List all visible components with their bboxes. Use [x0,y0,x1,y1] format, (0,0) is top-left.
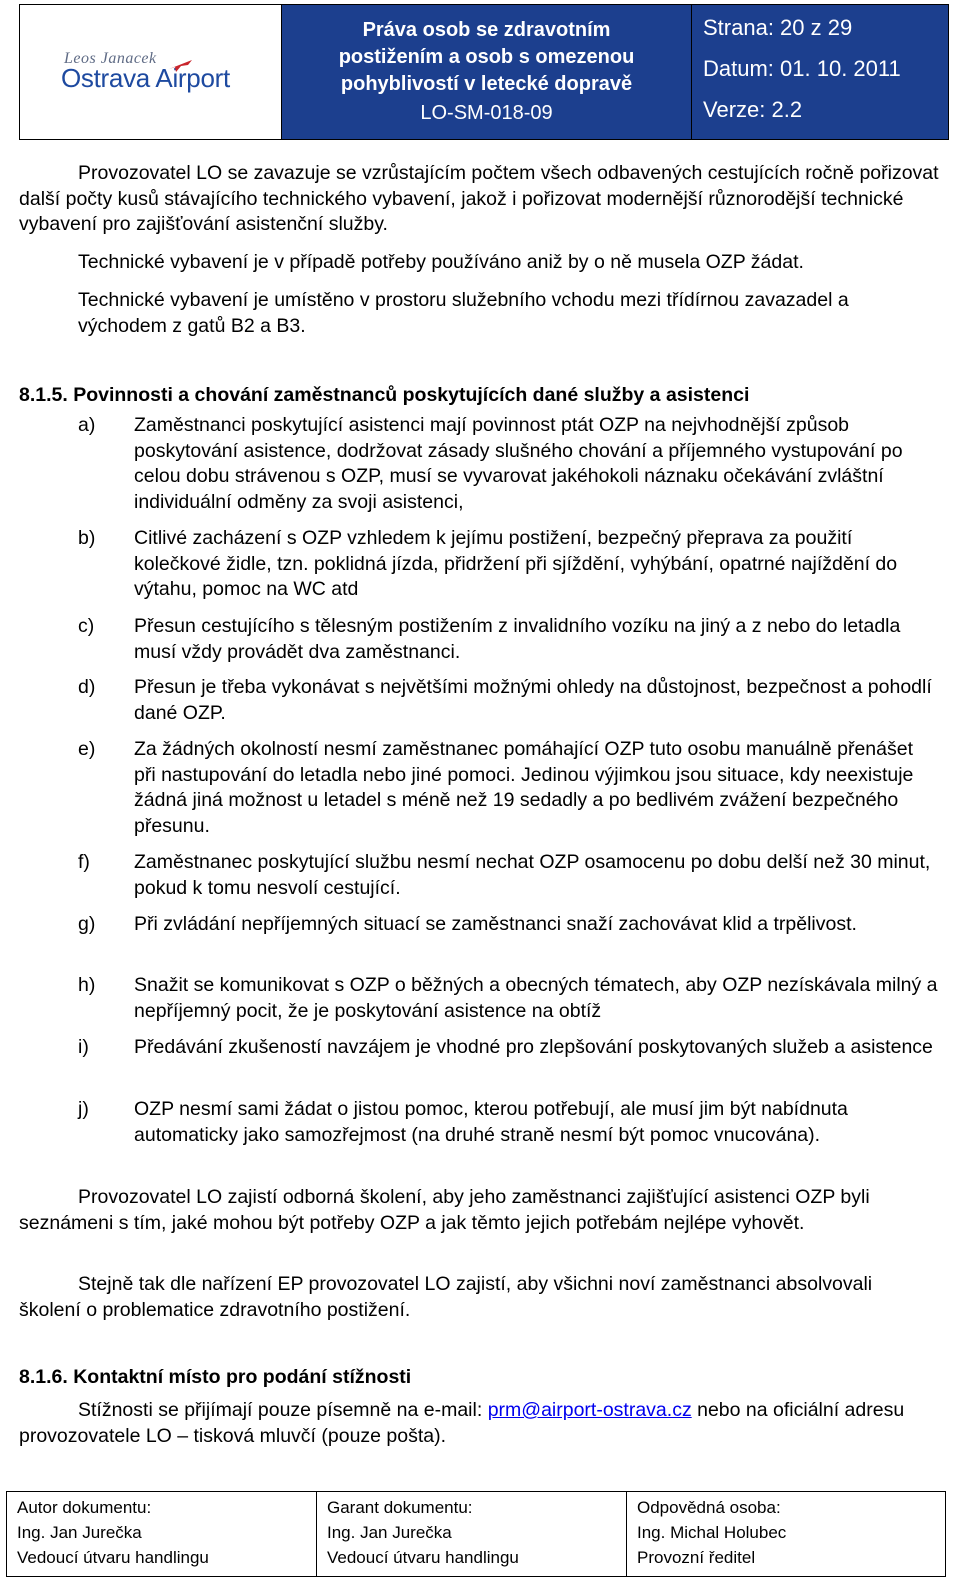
contact-text-after: nebo na oficiální adresu provozovatele LO – tisková mluvčí (pouze pošta). [19,1399,905,1447]
paragraph-equipment-location [78,288,938,339]
list-item-text: Zaměstnanec poskytující službu nesmí nechat OZP osamocenu po dobu delší než 30 minut, pokud k tomu nesvolí cestující. [134,851,931,899]
contact-email-link[interactable]: prm@airport-ostrava.cz [487,1399,692,1421]
document-footer [6,1491,946,1577]
title-line-2: postižením a osob s omezenou [338,46,635,68]
list-item-text: OZP nesmí sami žádat o jistou pomoc, kterou potřebují, ale musí jim být nabídnuta automaticky jako samozřejmost (na druhé straně nesmí být pomoc vnucována). [134,1098,848,1146]
logo-name: Ostrava Airport [61,63,230,93]
list-item-text: Přesun cestujícího s tělesným postižením z invalidního vozíku na jiný a z nebo do letadla musí vždy provádět dva zaměstnanci. [134,615,901,663]
list-item-text: Citlivé zacházení s OZP vzhledem k jejímu postižení, bezpečný přeprava za použití kolečkové židle, tzn. poklidná jízda, přidržení při sjíždění, vyhýbání, opatrné najíždění do výtahu, pomoc na WC atd [134,527,898,601]
list-item [78,1035,938,1061]
paragraph-equipment-use: Technické vybavení je v případě potřeby používáno aniž by o ně musela OZP žádat. [78,251,804,273]
list-item [78,737,938,839]
title-line-1: Práva osob se zdravotním [362,19,611,41]
contact-text-before: Stížnosti se přijímají pouze písemně na e-mail: [78,1399,488,1421]
logo-cell [20,5,282,139]
section-heading-duties: 8.1.5. Povinnosti a chování zaměstnanců poskytujících dané služby a asistenci [19,384,750,406]
paragraph-equipment-location-text: Technické vybavení je umístěno v prostoru služebního vchodu mezi třídírnou zavazadel a východem z gatů B2 a B3. [78,289,849,337]
document-version: Verze: 2.2 [703,97,803,122]
list-item-text: Snažit se komunikovat s OZP o běžných a obecných tématech, aby OZP nezískávala milný a nepříjemný pocit, že je poskytování asistence na obtíž [134,974,938,1022]
author-label: Autor dokumentu: [17,1498,152,1517]
guarantor-label: Garant dokumentu: [327,1498,473,1517]
list-item-label: c) [78,615,95,637]
footer-guarantor [317,1492,627,1576]
list-item [78,850,938,901]
list-item-label: i) [78,1036,89,1058]
responsible-name: Ing. Michal Holubec [637,1523,787,1542]
list-item-label: g) [78,913,96,935]
list-item-label: f) [78,851,90,873]
list-item-text: Za žádných okolností nesmí zaměstnanec pomáhající OZP tuto osobu manuálně přenášet při nastupování do letadla nebo jiné pomoci. Jedinou výjimkou jsou situace, kdy neexistuje žádná jiná možnost u letadel s méně než 19 sedadly a po bedlivém zvážení bezpečného přesunu. [134,738,914,837]
document-code: LO-SM-018-09 [420,102,553,124]
list-item-text: Předávání zkušeností navzájem je vhodné pro zlepšování poskytovaných služeb a asistence [134,1036,933,1058]
document-header [19,4,949,140]
footer-author [7,1492,317,1576]
list-item-label: a) [78,414,96,436]
list-item [78,973,938,1024]
paragraph-training: Provozovatel LO zajistí odborná školení, aby jeho zaměstnanci zajišťující asistenci OZP byli seznámeni s tím, jaké mohou být potřeby OZP a jak těmto jejich potřebám nejlépe vyhovět. [19,1186,870,1234]
paragraph-contact [19,1398,939,1449]
document-date: Datum: 01. 10. 2011 [703,56,901,81]
list-item [78,1097,938,1148]
list-item-text: Při zvládání nepříjemných situací se zaměstnanci snaží zachovávat klid a trpělivost. [134,913,857,935]
list-item [78,413,938,515]
guarantor-name: Ing. Jan Jurečka [327,1523,452,1542]
page-number: Strana: 20 z 29 [703,15,853,40]
author-role: Vedoucí útvaru handlingu [17,1548,209,1567]
list-item-label: h) [78,974,96,996]
section-heading-complaints: 8.1.6. Kontaktní místo pro podání stížnosti [19,1366,412,1388]
paragraph-equipment-purchase: Provozovatel LO se zavazuje se vzrůstajícím počtem všech odbavených cestujících ročně pořizovat další počty kusů stávajícího technického vybavení, jakož i pořizovat modernější různorodější technické vybavení pro zajišťování asistenční služby. [19,162,939,236]
title-line-3: pohyblivostí v letecké dopravě [340,73,633,95]
author-name: Ing. Jan Jurečka [17,1523,142,1542]
document-title-cell [282,5,692,139]
footer-responsible [627,1492,945,1576]
responsible-role: Provozní ředitel [637,1548,756,1567]
document-meta-cell [692,5,948,139]
list-item-label: d) [78,676,96,698]
logo-subtitle: Leos Janacek [64,50,157,67]
list-item [78,614,938,665]
list-item-text: Přesun je třeba vykonávat s největšími možnými ohledy na důstojnost, bezpečnost a pohodlí dané OZP. [134,676,932,724]
airplane-icon [168,57,194,73]
list-item [78,675,938,726]
list-item-label: e) [78,738,96,760]
responsible-label: Odpovědná osoba: [637,1498,781,1517]
list-item-text: Zaměstnanci poskytující asistenci mají povinnost ptát OZP na nejvhodnější způsob poskytování asistence, dodržovat zásady slušného chování a příjemného vystupování po celou dobu strávenou s OZP, musí se vyvarovat jakéhokoli náznaku očekávání zvláštní individuální odměny za svoji asistenci, [134,414,903,513]
list-item [78,912,938,938]
guarantor-role: Vedoucí útvaru handlingu [327,1548,519,1567]
paragraph-ep-regulation: Stejně tak dle nařízení EP provozovatel LO zajistí, aby všichni noví zaměstnanci absolvovali školení o problematice zdravotního postižení. [19,1273,873,1321]
list-item-label: b) [78,527,96,549]
list-item [78,526,938,603]
list-item-label: j) [78,1098,89,1120]
